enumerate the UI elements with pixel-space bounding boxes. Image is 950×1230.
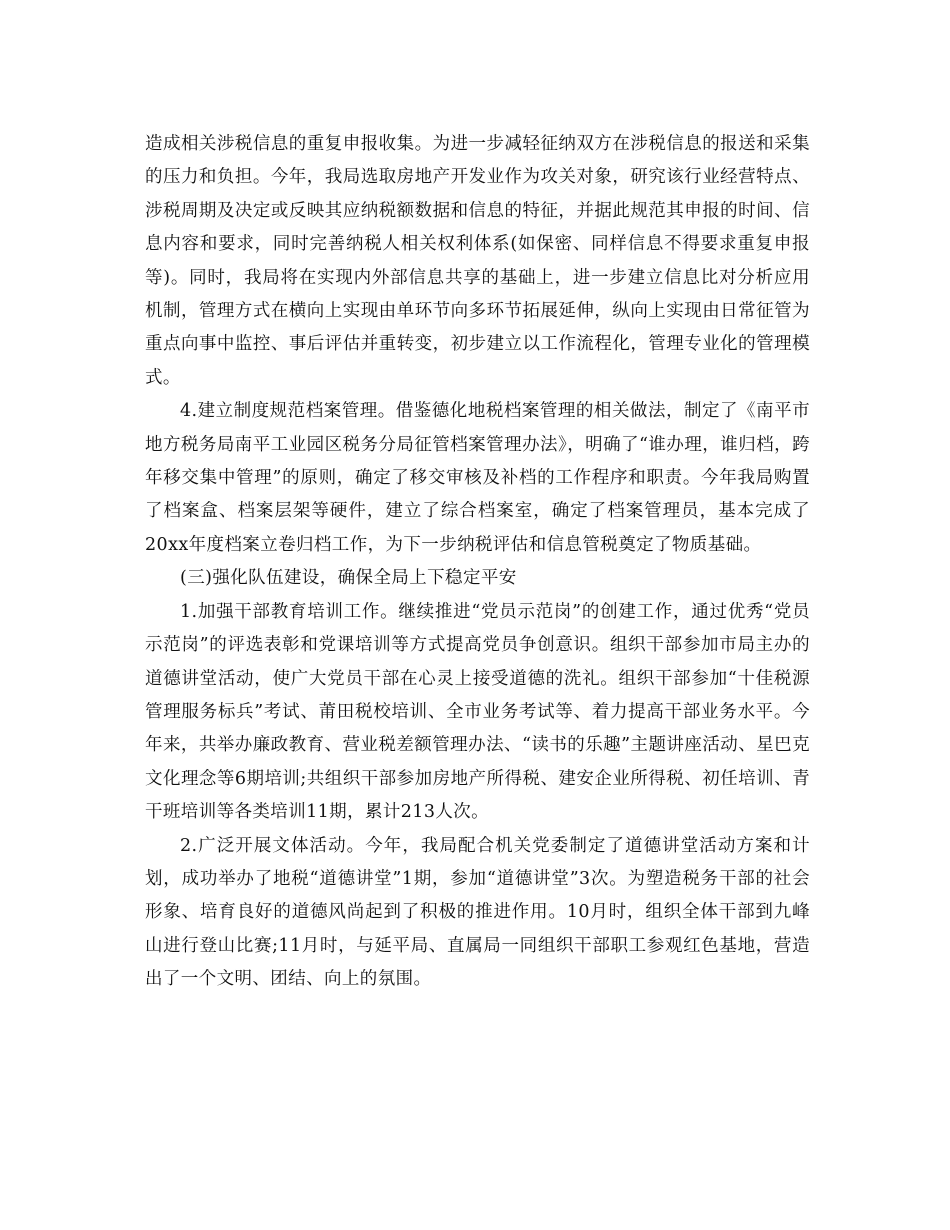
document-body bbox=[145, 128, 810, 997]
paragraph-info-sharing: 造成相关涉税信息的重复申报收集。为进一步减轻征纳双方在涉税信息的报送和采集的压力和负担。今年，我局选取房地产开发业作为攻关对象，研究该行业经营特点、涉税周期及决定或反映其应纳税额数据和信息的特征，并据此规范其申报的时间、信息内容和要求，同时完善纳税人相关权利体系(如保密、同样信息不得要求重复申报等)。同时，我局将在实现内外部信息共享的基础上，进一步建立信息比对分析应用机制，管理方式在横向上实现由单环节向多环节拓展延伸，纵向上实现由日常征管为重点向事中监控、事后评估并重转变，初步建立以工作流程化，管理专业化的管理模式。 bbox=[145, 134, 810, 388]
paragraph-archive-management: 4.建立制度规范档案管理。借鉴德化地税档案管理的相关做法，制定了《南平市地方税务局南平工业园区税务分局征管档案管理办法》，明确了“谁办理，谁归档，跨年移交集中管理”的原则，确定了移交审核及补档的工作程序和职责。今年我局购置了档案盒、档案层架等硬件，建立了综合档案室，确定了档案管理员，基本完成了20xx年度档案立卷归档工作，为下一步纳税评估和信息管税奠定了物质基础。 bbox=[145, 401, 810, 555]
paragraph-cultural-activities: 2.广泛开展文体活动。今年，我局配合机关党委制定了道德讲堂活动方案和计划，成功举办了地税“道德讲堂”1期，参加“道德讲堂”3次。为塑造税务干部的社会形象、培育良好的道德风尚起到了积极的推进作用。10月时，组织全体干部到九峰山进行登山比赛;11月时，与延平局、直属局一同组织干部职工参观红色基地，营造出了一个文明、团结、向上的氛围。 bbox=[145, 835, 810, 990]
section-heading-team-building: (三)强化队伍建设，确保全局上下稳定平安 bbox=[180, 568, 517, 589]
paragraph-cadre-training: 1.加强干部教育培训工作。继续推进“党员示范岗”的创建工作，通过优秀“党员示范岗”的评选表彰和党课培训等方式提高党员争创意识。组织干部参加市局主办的道德讲堂活动，使广大党员干部在心灵上接受道德的洗礼。组织干部参加“十佳税源管理服务标兵”考试、莆田税校培训、全市业务考试等、着力提高干部业务水平。今年来，共举办廉政教育、营业税差额管理办法、“读书的乐趣”主题讲座活动、星巴克文化理念等6期培训;共组织干部参加房地产所得税、建安企业所得税、初任培训、青干班培训等各类培训11期，累计213人次。 bbox=[145, 601, 810, 823]
